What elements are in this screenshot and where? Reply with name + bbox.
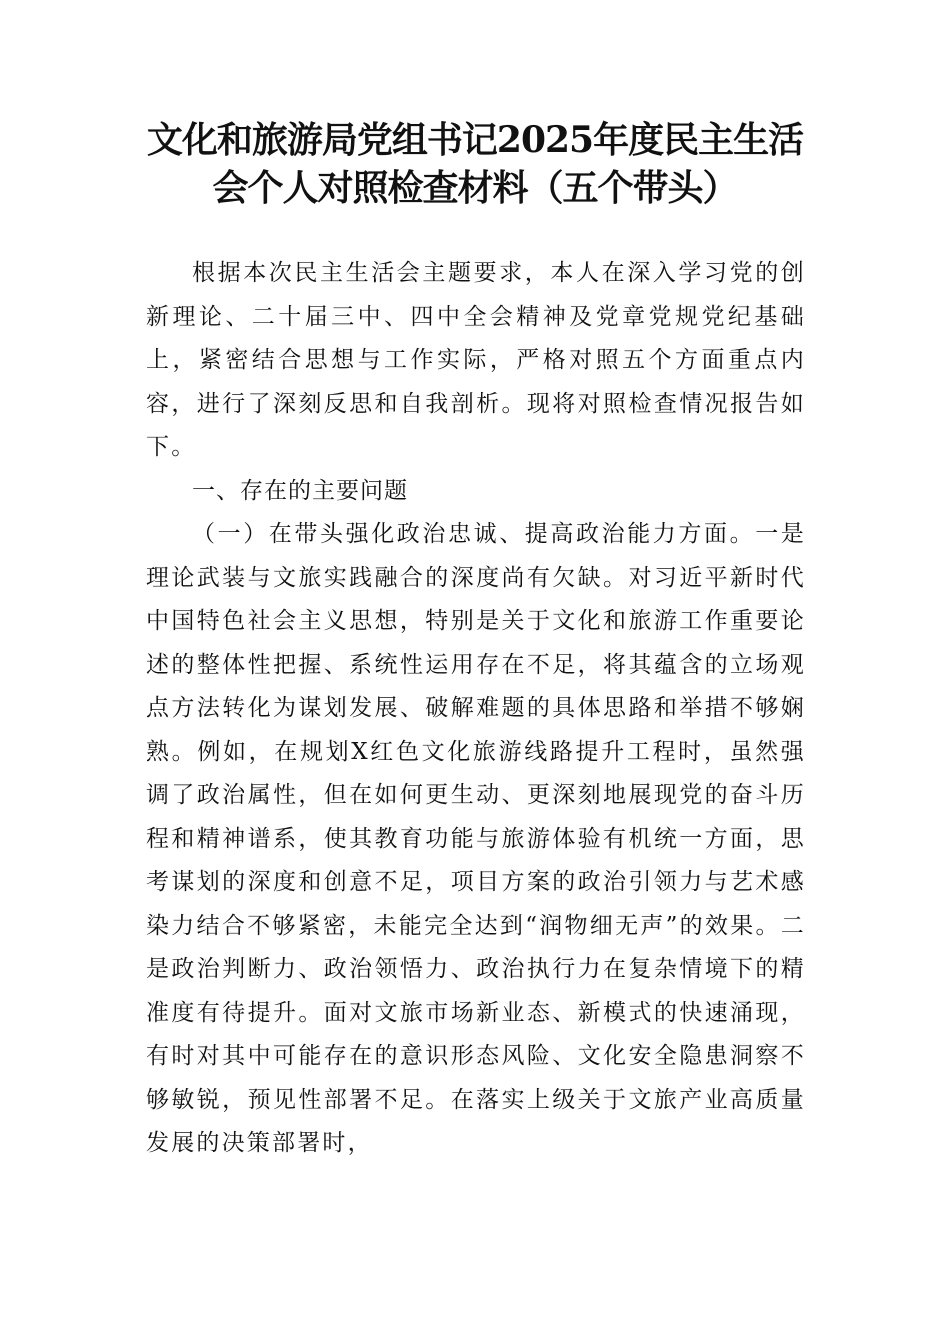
document-body <box>146 252 806 1166</box>
section-heading: 一、存在的主要问题 <box>192 477 408 504</box>
document-title <box>100 116 850 212</box>
intro-paragraph: 根据本次民主生活会主题要求，本人在深入学习党的创新理论、二十届三中、四中全会精神及党章党规党纪基础上，紧密结合思想与工作实际，严格对照五个方面重点内容，进行了深刻反思和自我剖析。现将对照检查情况报告如下。 <box>146 260 806 460</box>
body-paragraph: （一）在带头强化政治忠诚、提高政治能力方面。一是理论武装与文旅实践融合的深度尚有欠缺。对习近平新时代中国特色社会主义思想，特别是关于文化和旅游工作重要论述的整体性把握、系统性运用存在不足，将其蕴含的立场观点方法转化为谋划发展、破解难题的具体思路和举措不够娴熟。例如，在规划X红色文化旅游线路提升工程时，虽然强调了政治属性，但在如何更生动、更深刻地展现党的奋斗历程和精神谱系，使其教育功能与旅游体验有机统一方面，思考谋划的深度和创意不足，项目方案的政治引领力与艺术感染力结合不够紧密，未能完全达到“润物细无声”的效果。二是政治判断力、政治领悟力、政治执行力在复杂情境下的精准度有待提升。面对文旅市场新业态、新模式的快速涌现，有时对其中可能存在的意识形态风险、文化安全隐患洞察不够敏锐，预见性部署不足。在落实上级关于文旅产业高质量发展的决策部署时， <box>146 521 806 1156</box>
title-line-1: 文化和旅游局党组书记2025年度民主生活 <box>146 119 804 161</box>
title-line-2: 会个人对照检查材料（五个带头） <box>212 167 738 209</box>
